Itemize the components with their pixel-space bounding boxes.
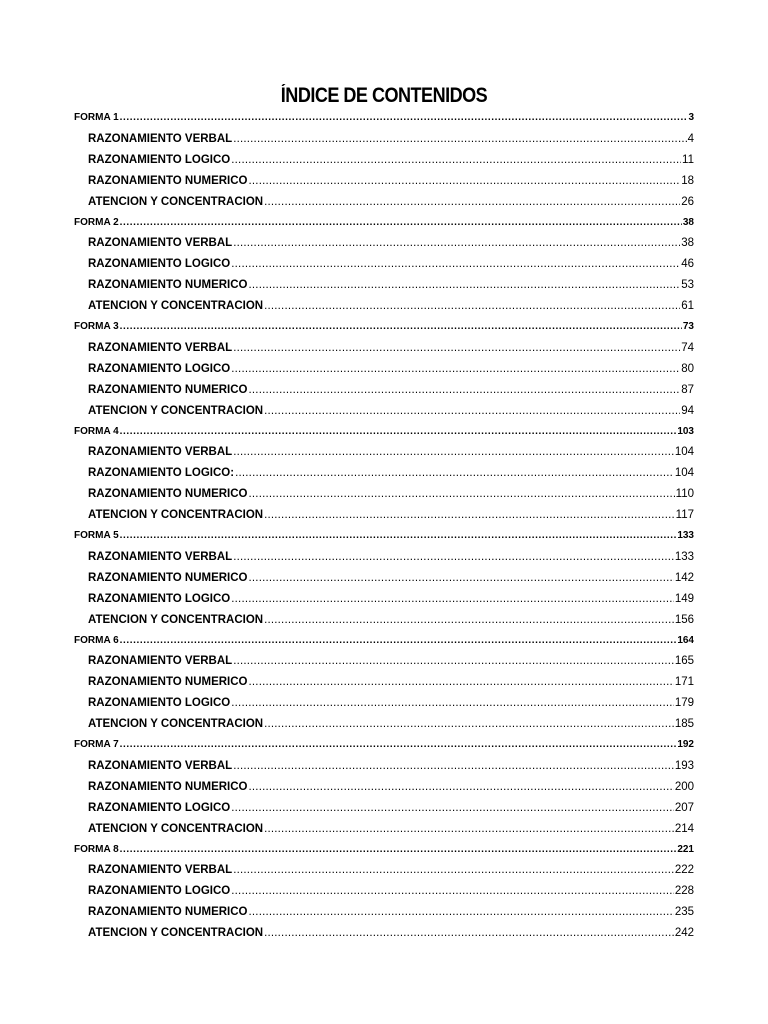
toc-subsection-entry[interactable] xyxy=(88,864,694,876)
toc-subsection-entry[interactable] xyxy=(88,237,694,249)
toc-subsection-entry[interactable] xyxy=(88,196,694,208)
dot-leader xyxy=(264,718,674,730)
toc-page-number: 133 xyxy=(677,530,694,541)
dot-leader xyxy=(120,112,688,122)
toc-subsection-entry[interactable] xyxy=(88,488,694,500)
dot-leader xyxy=(233,760,674,772)
dot-leader xyxy=(264,196,680,208)
toc-page-number: 171 xyxy=(674,676,694,689)
toc-entry-label: ATENCIÓN Y CONCENTRACIÓN xyxy=(88,300,264,313)
dot-leader xyxy=(233,446,674,458)
toc-page-number: 61 xyxy=(681,300,694,313)
toc-entry-label: FORMA 3 xyxy=(74,321,119,332)
dot-leader xyxy=(231,802,674,814)
toc-entry-label: FORMA 5 xyxy=(74,530,119,541)
dot-leader xyxy=(249,676,674,688)
toc-entry-label: RAZONAMIENTO LÓGICO xyxy=(88,153,231,166)
toc-subsection-entry[interactable] xyxy=(88,927,694,939)
dot-leader xyxy=(120,426,677,436)
toc-page-number: 165 xyxy=(674,655,694,668)
toc-entry-label: FORMA 2 xyxy=(74,216,119,228)
toc-subsection-entry[interactable] xyxy=(88,676,694,688)
toc-page-number: 200 xyxy=(674,780,694,793)
dot-leader xyxy=(120,739,677,749)
toc-subsection-entry[interactable] xyxy=(88,823,694,835)
toc-entry-label: ATENCIÓN Y CONCENTRACIÓN xyxy=(88,822,264,835)
toc-subsection-entry[interactable] xyxy=(88,133,694,145)
dot-leader xyxy=(249,781,674,793)
toc-entry-label: RAZONAMIENTO LÓGICO xyxy=(88,592,231,605)
toc-section-entry[interactable] xyxy=(74,739,694,750)
toc-page-number: 4 xyxy=(687,132,694,145)
toc-entry-label: RAZONAMIENTO NUMÉRICO xyxy=(88,571,248,584)
toc-entry-label: ATENCIÓN Y CONCENTRACIÓN xyxy=(88,509,264,522)
toc-page-number: 104 xyxy=(674,446,694,459)
toc-entry-label: RAZONAMIENTO VERBAL xyxy=(88,550,233,563)
dot-leader xyxy=(231,593,674,605)
toc-page-number: 222 xyxy=(674,864,694,877)
toc-entry-label: ATENCIÓN Y CONCENTRACIÓN xyxy=(88,718,264,731)
toc-page-number: 235 xyxy=(674,906,694,919)
dot-leader xyxy=(120,844,677,854)
dot-leader xyxy=(264,509,675,521)
toc-subsection-entry[interactable] xyxy=(88,781,694,793)
toc-section-entry[interactable] xyxy=(74,635,694,646)
toc-entry-label: RAZONAMIENTO LÓGICO: xyxy=(88,467,235,480)
dot-leader xyxy=(264,300,680,312)
toc-page-number: 26 xyxy=(681,195,694,208)
toc-page-number: 192 xyxy=(677,739,694,750)
dot-leader xyxy=(249,279,681,291)
toc-entry-label: ATENCIÓN Y CONCENTRACIÓN xyxy=(88,404,264,417)
toc-section-entry[interactable] xyxy=(74,426,694,437)
toc-subsection-entry[interactable] xyxy=(88,802,694,814)
toc-page-number: 193 xyxy=(674,759,694,772)
dot-leader xyxy=(233,864,674,876)
toc-subsection-entry[interactable] xyxy=(88,551,694,563)
dot-leader xyxy=(264,823,674,835)
toc-entry-label: RAZONAMIENTO NUMÉRICO xyxy=(88,906,248,919)
toc-page-number: 156 xyxy=(674,613,694,626)
toc-page-number: 185 xyxy=(674,718,694,731)
toc-page-number: 103 xyxy=(677,425,694,437)
toc-page-number: 46 xyxy=(681,258,694,271)
toc-page-number: 104 xyxy=(674,467,694,480)
dot-leader xyxy=(120,530,677,540)
toc-entry-label: RAZONAMIENTO LÓGICO xyxy=(88,885,231,898)
dot-leader xyxy=(233,551,674,563)
toc-subsection-entry[interactable] xyxy=(88,572,694,584)
dot-leader xyxy=(231,258,680,270)
dot-leader xyxy=(233,237,680,249)
toc-entry-label: RAZONAMIENTO VERBAL xyxy=(88,864,233,877)
toc-subsection-entry[interactable] xyxy=(88,446,694,458)
dot-leader xyxy=(249,572,674,584)
dot-leader xyxy=(233,342,680,354)
toc-subsection-entry[interactable] xyxy=(88,405,694,417)
toc-section-entry[interactable] xyxy=(74,217,694,228)
toc-entry-label: RAZONAMIENTO LÓGICO xyxy=(88,801,231,814)
dot-leader xyxy=(235,467,674,479)
dot-leader xyxy=(231,154,681,166)
toc-page-number: 74 xyxy=(681,341,694,354)
toc-subsection-entry[interactable] xyxy=(88,384,694,396)
dot-leader xyxy=(120,217,682,227)
toc-subsection-entry[interactable] xyxy=(88,467,694,479)
toc-entry-label: RAZONAMIENTO VERBAL xyxy=(88,237,233,250)
dot-leader xyxy=(264,614,674,626)
dot-leader xyxy=(233,655,674,667)
toc-entry-label: RAZONAMIENTO LÓGICO xyxy=(88,362,231,375)
toc-subsection-entry[interactable] xyxy=(88,154,694,166)
toc-page-number: 242 xyxy=(674,927,694,940)
dot-leader xyxy=(231,697,674,709)
toc-entry-label: ATENCIÓN Y CONCENTRACIÓN xyxy=(88,927,264,940)
toc-page-number: 179 xyxy=(674,697,694,710)
toc-page-number: 18 xyxy=(681,174,694,187)
toc-section-entry[interactable] xyxy=(74,321,694,332)
toc-page-number: 142 xyxy=(674,571,694,584)
toc-page-number: 73 xyxy=(682,321,694,332)
toc-subsection-entry[interactable] xyxy=(88,509,694,521)
toc-entry-label: RAZONAMIENTO VERBAL xyxy=(88,132,233,145)
toc-page-number: 214 xyxy=(674,822,694,835)
toc-subsection-entry[interactable] xyxy=(88,906,694,918)
toc-entry-label: RAZONAMIENTO VERBAL xyxy=(88,655,233,668)
toc-entry-label: RAZONAMIENTO NUMÉRICO xyxy=(88,279,248,292)
toc-entry-label: RAZONAMIENTO VERBAL xyxy=(88,341,233,354)
toc-page-number: 87 xyxy=(681,383,694,396)
toc-page-number: 38 xyxy=(681,237,694,250)
toc-page-number: 3 xyxy=(688,112,694,123)
toc-entry-label: RAZONAMIENTO VERBAL xyxy=(88,759,233,772)
dot-leader xyxy=(264,927,674,939)
toc-page-number: 110 xyxy=(675,488,694,501)
toc-page-number: 38 xyxy=(682,216,694,228)
toc-entry-label: ATENCIÓN Y CONCENTRACIÓN xyxy=(88,613,264,626)
toc-entry-label: RAZONAMIENTO VERBAL xyxy=(88,446,233,459)
toc-entry-label: FORMA 7 xyxy=(74,739,119,750)
toc-subsection-entry[interactable] xyxy=(88,718,694,730)
toc-subsection-entry[interactable] xyxy=(88,342,694,354)
toc-entry-label: FORMA 8 xyxy=(74,843,119,855)
toc-entry-label: RAZONAMIENTO LÓGICO xyxy=(88,697,231,710)
toc-page-number: 117 xyxy=(675,509,694,522)
toc-entry-label: RAZONAMIENTO NUMÉRICO xyxy=(88,676,248,689)
toc-page-number: 164 xyxy=(677,634,694,646)
dot-leader xyxy=(249,384,681,396)
toc-entry-label: FORMA 1 xyxy=(74,112,119,123)
toc-page-number: 80 xyxy=(681,362,694,375)
toc-entry-label: RAZONAMIENTO NUMÉRICO xyxy=(88,383,248,396)
dot-leader xyxy=(120,635,677,645)
toc-entry-label: RAZONAMIENTO LÓGICO xyxy=(88,258,231,271)
toc-page-number: 94 xyxy=(681,404,694,417)
toc-page-number: 133 xyxy=(674,550,694,563)
toc-page-number: 53 xyxy=(681,279,694,292)
toc-entry-label: ATENCIÓN Y CONCENTRACIÓN xyxy=(88,195,264,208)
dot-leader xyxy=(249,488,675,500)
dot-leader xyxy=(120,321,682,331)
dot-leader xyxy=(264,405,680,417)
toc-subsection-entry[interactable] xyxy=(88,258,694,270)
toc-subsection-entry[interactable] xyxy=(88,363,694,375)
toc-subsection-entry[interactable] xyxy=(88,885,694,897)
toc-entry-label: RAZONAMIENTO NUMÉRICO xyxy=(88,780,248,793)
dot-leader xyxy=(231,885,674,897)
toc-subsection-entry[interactable] xyxy=(88,697,694,709)
toc-subsection-entry[interactable] xyxy=(88,279,694,291)
toc-subsection-entry[interactable] xyxy=(88,614,694,626)
toc-page-number: 207 xyxy=(674,801,694,814)
toc-subsection-entry[interactable] xyxy=(88,175,694,187)
toc-page-number: 228 xyxy=(674,885,694,898)
toc-section-entry[interactable] xyxy=(74,844,694,855)
toc-subsection-entry[interactable] xyxy=(88,760,694,772)
dot-leader xyxy=(233,133,686,145)
toc-entry-label: FORMA 4 xyxy=(74,425,119,437)
toc-subsection-entry[interactable] xyxy=(88,300,694,312)
toc-subsection-entry[interactable] xyxy=(88,655,694,667)
toc-entry-label: FORMA 6 xyxy=(74,634,119,646)
dot-leader xyxy=(231,363,680,375)
toc-page-number: 221 xyxy=(677,843,694,855)
toc-page-number: 149 xyxy=(674,592,694,605)
dot-leader xyxy=(249,906,674,918)
dot-leader xyxy=(249,175,681,187)
toc-page-number: 11 xyxy=(682,153,694,166)
toc-section-entry[interactable] xyxy=(74,112,694,123)
toc-subsection-entry[interactable] xyxy=(88,593,694,605)
toc-entry-label: RAZONAMIENTO NUMÉRICO xyxy=(88,174,248,187)
page-title: ÍNDICE DE CONTENIDOS xyxy=(280,84,488,107)
toc-section-entry[interactable] xyxy=(74,530,694,541)
toc-entry-label: RAZONAMIENTO NUMÉRICO xyxy=(88,488,248,501)
